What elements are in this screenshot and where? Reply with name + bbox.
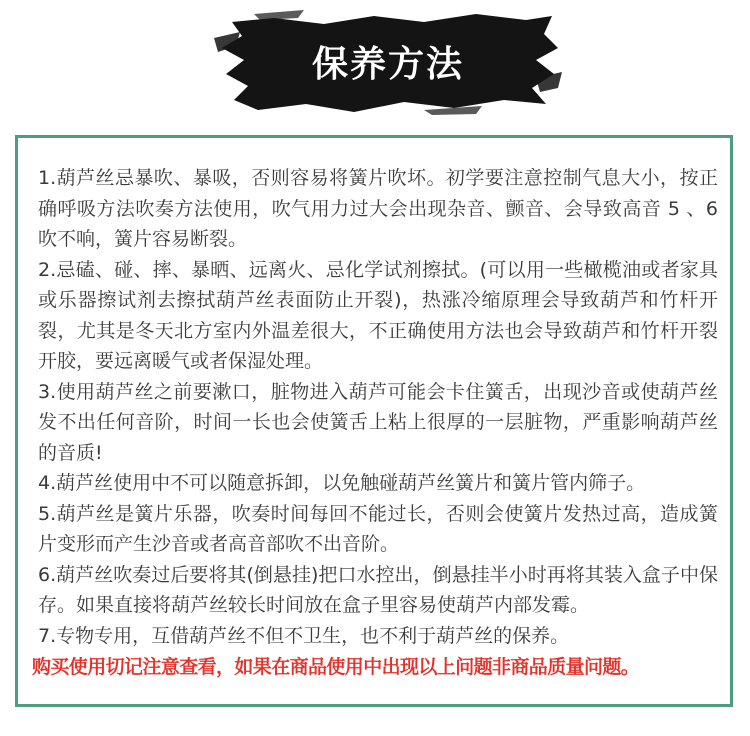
title-banner bbox=[214, 8, 562, 116]
page-title: 保养方法 bbox=[311, 44, 464, 85]
note-item: 2.忌磕、碰、摔、暴晒、远离火、忌化学试剂擦拭。(可以用一些橄榄油或者家具或乐器擦试剂去擦拭葫芦丝表面防止开裂)，热涨冷缩原理会导致葫芦和竹杆开裂，尤其是冬天北方室内外温差很大，不正确使用方法也会导致葫芦和竹杆开裂开胶，要远离暖气或者保湿处理。 bbox=[38, 258, 718, 372]
note-item: 5.葫芦丝是簧片乐器，吹奏时间每回不能过长，否则会使簧片发热过高，造成簧片变形而产生沙音或者高音部吹不出音阶。 bbox=[38, 502, 718, 555]
note-item: 3.使用葫芦丝之前要漱口，脏物进入葫芦可能会卡住簧舌，出现沙音或使葫芦丝发不出任何音阶，时间一长也会使簧舌上粘上很厚的一层脏物，严重影响葫芦丝的音质! bbox=[38, 380, 718, 464]
note-item: 4.葫芦丝使用中不可以随意拆卸，以免触碰葫芦丝簧片和簧片管内筛子。 bbox=[38, 472, 646, 494]
note-item: 6.葫芦丝吹奏过后要将其(倒悬挂)把口水控出，倒悬挂半小时再将其装入盒子中保存。如果直接将葫芦丝较长时间放在盒子里容易使葫芦内部发霉。 bbox=[38, 563, 718, 616]
warning-notice: 购买使用切记注意查看，如果在商品使用中出现以上问题非商品质量问题。 bbox=[32, 656, 640, 678]
note-item: 1.葫芦丝忌暴吹、暴吸，否则容易将簧片吹坏。初学要注意控制气息大小，按正确呼吸方法吹奏方法使用，吹气用力过大会出现杂音、颤音、会导致高音 5 、6 吹不响，簧片容易断裂。 bbox=[38, 167, 718, 250]
notes-box bbox=[15, 135, 733, 707]
notes-list bbox=[38, 163, 718, 651]
note-item: 7.专物专用，互借葫芦丝不但不卫生，也不利于葫芦丝的保养。 bbox=[38, 624, 570, 647]
